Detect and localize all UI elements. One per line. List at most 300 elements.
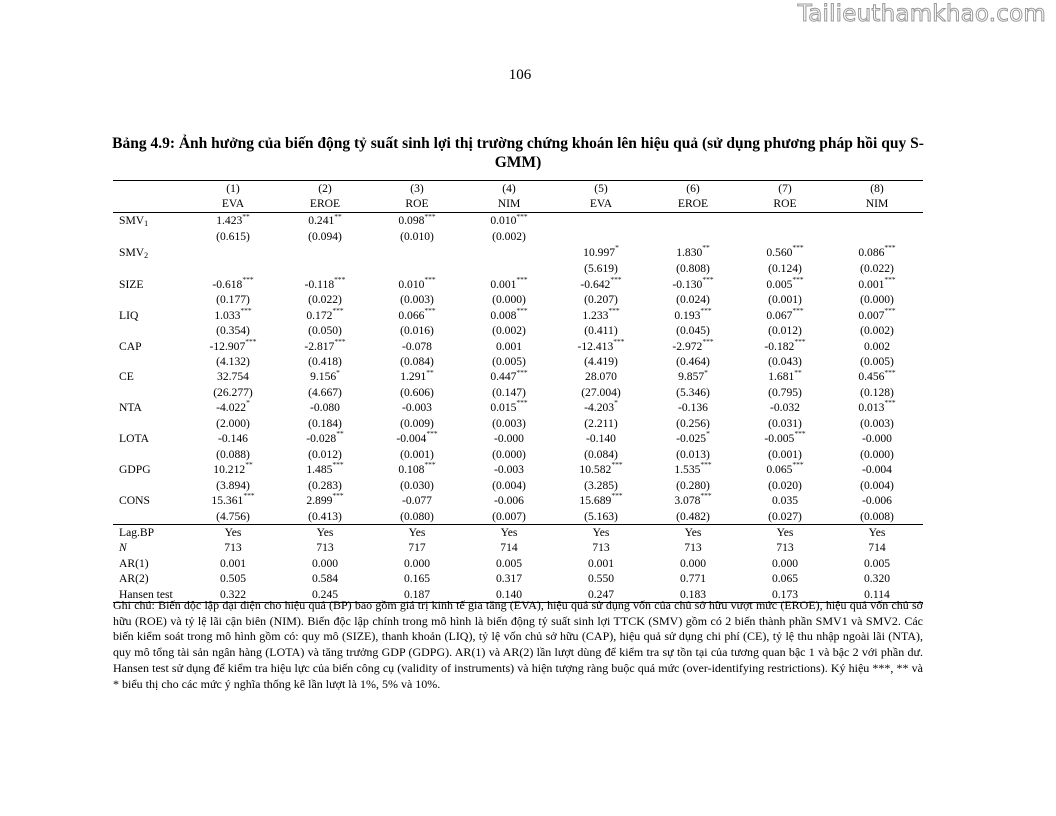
stat-cell-text: Yes <box>500 525 518 539</box>
column-number-text: (5) <box>594 182 608 195</box>
coef-cell-text: 0.001 <box>858 277 885 291</box>
column-number <box>371 181 463 197</box>
coef-cell-text: -0.136 <box>678 401 708 415</box>
se-cell-text: (4.419) <box>584 354 618 368</box>
se-cell <box>279 292 371 307</box>
coef-cell <box>555 431 647 446</box>
table-row-coef <box>113 493 923 508</box>
stat-cell-text: Yes <box>224 525 242 539</box>
stat-cell-text: 0.322 <box>219 587 247 601</box>
se-cell <box>279 447 371 462</box>
se-cell <box>647 261 739 276</box>
coef-cell-text: -0.618 <box>212 277 243 291</box>
variable-label-text: LOTA <box>119 432 149 446</box>
se-cell-text: (0.024) <box>676 293 710 307</box>
coef-cell <box>555 305 647 323</box>
coef-cell-text: 1.535 <box>674 463 701 477</box>
se-cell-text: (0.004) <box>492 478 526 492</box>
coef-cell-text: -0.000 <box>862 432 892 446</box>
stat-cell <box>647 524 739 540</box>
se-cell <box>831 229 923 244</box>
se-cell-text: (4.132) <box>216 354 250 368</box>
coef-cell <box>831 274 923 292</box>
coef-cell <box>831 462 923 477</box>
significance-stars: *** <box>424 460 436 470</box>
significance-stars: *** <box>884 305 896 315</box>
coef-cell-text: -0.182 <box>764 339 795 353</box>
se-cell-text: (0.000) <box>860 447 894 461</box>
se-cell-text: (4.667) <box>308 385 342 399</box>
se-cell-text: (0.027) <box>768 509 802 523</box>
column-number-text: (1) <box>226 182 240 195</box>
column-number-text: (8) <box>870 182 884 195</box>
significance-stars: *** <box>610 274 622 284</box>
coef-cell-text: 9.857 <box>678 370 705 384</box>
se-cell <box>187 447 279 462</box>
variable-label-text: NTA <box>119 401 142 415</box>
coef-cell-text: 15.689 <box>579 494 612 508</box>
se-cell-text: (0.147) <box>492 385 526 399</box>
coef-cell <box>463 431 555 446</box>
se-cell <box>371 229 463 244</box>
se-cell <box>187 416 279 431</box>
se-cell-text: (0.354) <box>216 324 250 338</box>
column-name-text: ROE <box>405 197 429 211</box>
variable-label <box>113 339 187 354</box>
se-cell <box>555 354 647 369</box>
coef-cell-text: -0.003 <box>402 401 432 415</box>
se-cell <box>463 385 555 400</box>
se-cell <box>187 261 279 276</box>
table-row-coef <box>113 245 923 261</box>
coef-cell <box>279 305 371 323</box>
se-cell <box>279 478 371 493</box>
se-cell <box>831 261 923 276</box>
se-cell <box>371 323 463 338</box>
coef-cell <box>371 274 463 292</box>
se-cell-text: (0.022) <box>308 293 342 307</box>
coef-cell <box>279 212 371 229</box>
table-row-se <box>113 478 923 493</box>
coef-cell-text: 1.233 <box>582 308 609 322</box>
coef-cell-text: 0.193 <box>674 308 701 322</box>
coef-cell <box>831 493 923 508</box>
se-cell-text: (0.084) <box>400 354 434 368</box>
header-row-numbers <box>113 181 923 197</box>
se-cell <box>279 509 371 525</box>
se-cell-text: (0.007) <box>492 509 526 523</box>
se-cell-text: (0.128) <box>860 385 894 399</box>
se-cell-text: (0.016) <box>400 324 434 338</box>
coef-cell <box>187 305 279 323</box>
stat-cell-text: 0.550 <box>587 572 615 586</box>
coef-cell <box>739 305 831 323</box>
coef-cell-text: 0.241 <box>308 214 335 228</box>
se-cell-text: (26.277) <box>213 385 253 399</box>
significance-stars: *** <box>611 460 623 470</box>
coef-cell <box>187 274 279 292</box>
stat-cell-text: 713 <box>224 541 242 555</box>
coef-cell-text: 0.065 <box>766 463 793 477</box>
header-corner <box>113 196 187 212</box>
coef-cell <box>831 339 923 354</box>
coef-cell <box>831 400 923 415</box>
se-cell <box>555 385 647 400</box>
variable-label <box>113 431 187 446</box>
coef-cell <box>279 400 371 415</box>
se-cell <box>739 478 831 493</box>
variable-label <box>113 308 187 323</box>
coef-cell <box>187 212 279 229</box>
coef-cell <box>831 245 923 261</box>
se-cell-text: (0.084) <box>584 447 618 461</box>
se-cell <box>555 323 647 338</box>
coef-cell-text: 10.997 <box>583 246 616 260</box>
coef-cell-text: 0.067 <box>766 308 793 322</box>
significance-stars: *** <box>702 274 714 284</box>
coef-cell <box>647 462 739 477</box>
se-cell <box>279 229 371 244</box>
coef-cell-text: -0.077 <box>402 494 432 508</box>
stat-cell <box>279 571 371 586</box>
coef-cell-text: 0.007 <box>858 308 885 322</box>
se-cell <box>739 385 831 400</box>
se-cell-text: (0.008) <box>860 509 894 523</box>
significance-stars: ** <box>245 460 253 470</box>
column-number <box>831 181 923 197</box>
se-cell <box>831 323 923 338</box>
stat-cell <box>831 524 923 540</box>
coef-cell <box>463 400 555 415</box>
stat-cell <box>279 556 371 571</box>
stat-cell-text: Yes <box>776 525 794 539</box>
se-cell-text: (0.080) <box>400 509 434 523</box>
coef-cell <box>463 212 555 229</box>
se-label <box>113 229 187 244</box>
se-cell-text: (0.418) <box>308 354 342 368</box>
se-cell <box>463 292 555 307</box>
coef-cell-text: 0.013 <box>858 401 885 415</box>
stat-cell-text: 0.165 <box>403 572 431 586</box>
variable-label-text: SIZE <box>119 277 144 291</box>
se-label <box>113 261 187 276</box>
se-cell <box>371 261 463 276</box>
coef-cell-text: -0.118 <box>304 277 335 291</box>
se-cell <box>555 229 647 244</box>
stat-cell-text: 0.771 <box>679 572 707 586</box>
stat-row <box>113 540 923 555</box>
se-cell <box>739 229 831 244</box>
significance-stars: *** <box>334 274 346 284</box>
se-cell-text: (0.464) <box>676 354 710 368</box>
stat-label <box>113 524 187 540</box>
coef-cell-text: 1.291 <box>400 370 427 384</box>
se-cell <box>647 447 739 462</box>
significance-stars: *** <box>608 305 620 315</box>
coef-cell-text: 1.485 <box>306 463 333 477</box>
column-number-text: (6) <box>686 182 700 195</box>
coef-cell-text: -0.642 <box>580 277 611 291</box>
significance-stars: *** <box>792 460 804 470</box>
stat-cell <box>187 571 279 586</box>
table-row-se <box>113 509 923 525</box>
significance-stars: *** <box>794 336 806 346</box>
coef-cell <box>831 431 923 446</box>
stat-cell-text: 0.245 <box>311 587 339 601</box>
coef-cell <box>831 369 923 384</box>
variable-subscript: 1 <box>144 218 149 228</box>
se-cell <box>371 292 463 307</box>
coef-cell-text: 0.456 <box>858 370 885 384</box>
se-cell <box>187 323 279 338</box>
stat-label <box>113 556 187 571</box>
coef-cell-text: -0.005 <box>764 432 795 446</box>
se-cell <box>371 509 463 525</box>
coef-cell-text: 0.008 <box>490 308 517 322</box>
stat-cell-text: Yes <box>592 525 610 539</box>
se-cell <box>555 292 647 307</box>
coef-cell <box>371 400 463 415</box>
coef-cell <box>371 462 463 477</box>
significance-stars: *** <box>611 491 623 501</box>
se-cell-text: (2.000) <box>216 416 250 430</box>
variable-label-text: CAP <box>119 339 142 353</box>
se-cell <box>463 354 555 369</box>
column-name-text: EROE <box>309 197 341 211</box>
se-cell-text: (0.001) <box>768 293 802 307</box>
se-cell-text: (0.000) <box>860 293 894 307</box>
se-label <box>113 292 187 307</box>
coef-cell <box>831 305 923 323</box>
se-cell-text: (0.615) <box>216 230 250 244</box>
table-caption: Bảng 4.9: Ảnh hưởng của biến động tỷ suất sinh lợi thị trường chứng khoán lên hiệu quả (sử dụng phương pháp hồi quy S-GMM) <box>112 135 924 171</box>
se-cell <box>831 385 923 400</box>
coef-cell <box>463 462 555 477</box>
coef-cell <box>187 431 279 446</box>
se-cell-text: (0.177) <box>216 293 250 307</box>
stat-cell-text: 0.065 <box>771 572 799 586</box>
variable-label <box>113 400 187 415</box>
se-cell-text: (0.003) <box>492 416 526 430</box>
se-cell <box>279 261 371 276</box>
coef-cell <box>739 245 831 261</box>
coef-cell-text: 0.172 <box>306 308 333 322</box>
stat-label-text: AR(1) <box>119 556 149 570</box>
coef-cell <box>555 400 647 415</box>
coef-cell <box>371 369 463 384</box>
coef-cell-text: -0.028 <box>306 432 337 446</box>
significance-stars: * <box>614 398 618 408</box>
table-row-coef <box>113 400 923 415</box>
coef-cell <box>555 274 647 292</box>
stat-cell-text: 717 <box>408 541 426 555</box>
coef-cell <box>187 336 279 354</box>
coef-cell-text: 1.423 <box>216 214 243 228</box>
stat-cell <box>187 556 279 571</box>
stat-cell <box>739 524 831 540</box>
column-number-text: (2) <box>318 182 332 195</box>
significance-stars: *** <box>792 243 804 253</box>
se-cell-text: (0.050) <box>308 324 342 338</box>
column-number <box>555 181 647 197</box>
significance-stars: *** <box>884 274 896 284</box>
se-cell <box>463 478 555 493</box>
coef-cell-text: 0.010 <box>490 214 517 228</box>
se-cell <box>279 385 371 400</box>
coef-cell <box>739 369 831 384</box>
stat-cell <box>187 540 279 555</box>
column-name <box>187 196 279 212</box>
stat-cell <box>463 571 555 586</box>
se-cell-text: (0.002) <box>492 324 526 338</box>
se-cell-text: (5.619) <box>584 262 618 276</box>
se-cell <box>739 323 831 338</box>
significance-stars: *** <box>245 336 257 346</box>
significance-stars: *** <box>792 305 804 315</box>
se-cell <box>647 478 739 493</box>
se-cell <box>279 416 371 431</box>
se-cell <box>187 229 279 244</box>
column-number <box>647 181 739 197</box>
significance-stars: * <box>615 243 619 253</box>
se-cell-text: (0.003) <box>400 293 434 307</box>
column-number <box>739 181 831 197</box>
se-cell-text: (0.094) <box>308 230 342 244</box>
coef-cell-text: 0.066 <box>398 308 425 322</box>
stat-cell <box>187 524 279 540</box>
stat-label-text: N <box>119 541 127 555</box>
se-label <box>113 416 187 431</box>
stat-cell <box>279 540 371 555</box>
se-cell <box>555 416 647 431</box>
se-cell <box>371 478 463 493</box>
coef-cell <box>647 493 739 508</box>
variable-label <box>113 212 187 229</box>
significance-stars: ** <box>702 243 710 253</box>
se-cell-text: (0.005) <box>860 354 894 368</box>
coef-cell <box>279 336 371 354</box>
variable-label-text: LIQ <box>119 308 139 322</box>
se-cell <box>187 292 279 307</box>
stat-row <box>113 556 923 571</box>
coef-cell-text: 10.212 <box>213 463 246 477</box>
variable-label <box>113 493 187 508</box>
table-row-coef <box>113 431 923 446</box>
coef-cell-text: -2.972 <box>672 339 703 353</box>
significance-stars: *** <box>424 211 436 221</box>
column-name <box>463 196 555 212</box>
significance-stars: ** <box>334 211 342 221</box>
coef-cell <box>647 305 739 323</box>
stat-cell-text: 0.001 <box>587 556 615 570</box>
coef-cell-text: -0.000 <box>494 432 524 446</box>
coef-cell-text: -0.080 <box>310 401 340 415</box>
stat-cell-text: Yes <box>868 525 886 539</box>
coef-cell-text: -0.078 <box>402 339 432 353</box>
stat-cell <box>647 556 739 571</box>
column-name <box>831 196 923 212</box>
coef-cell <box>463 339 555 354</box>
significance-stars: ** <box>336 429 344 439</box>
stat-cell <box>555 524 647 540</box>
significance-stars: * <box>704 367 708 377</box>
stat-cell <box>739 571 831 586</box>
se-label <box>113 354 187 369</box>
coef-cell <box>463 369 555 384</box>
coef-cell-text: -0.025 <box>676 432 707 446</box>
significance-stars: ** <box>794 367 802 377</box>
coef-cell <box>279 493 371 508</box>
coef-cell <box>279 462 371 477</box>
se-cell <box>647 385 739 400</box>
variable-subscript: 2 <box>144 250 149 260</box>
se-cell <box>739 416 831 431</box>
se-cell-text: (27.004) <box>581 385 621 399</box>
table-row-coef <box>113 277 923 292</box>
stat-cell <box>371 524 463 540</box>
coef-cell <box>555 245 647 261</box>
coef-cell <box>555 212 647 229</box>
se-cell <box>831 292 923 307</box>
coef-cell <box>187 462 279 477</box>
se-cell-text: (0.283) <box>308 478 342 492</box>
se-cell-text: (0.022) <box>860 262 894 276</box>
se-cell-text: (0.045) <box>676 324 710 338</box>
se-cell-text: (0.795) <box>768 385 802 399</box>
se-cell-text: (0.004) <box>860 478 894 492</box>
coef-cell <box>739 462 831 477</box>
coef-cell <box>739 336 831 354</box>
significance-stars: *** <box>884 243 896 253</box>
variable-label-text: GDPG <box>119 463 151 477</box>
coef-cell-text: 3.078 <box>674 494 701 508</box>
coef-cell <box>647 274 739 292</box>
table-row-coef <box>113 308 923 323</box>
se-cell-text: (0.413) <box>308 509 342 523</box>
stat-label-text: AR(2) <box>119 572 149 586</box>
coef-cell <box>647 431 739 446</box>
significance-stars: *** <box>613 336 625 346</box>
table-row-coef <box>113 339 923 354</box>
coef-cell <box>647 400 739 415</box>
table-row-coef <box>113 212 923 229</box>
se-cell <box>463 447 555 462</box>
coef-cell-text: -0.140 <box>586 432 616 446</box>
se-cell <box>831 416 923 431</box>
se-label <box>113 323 187 338</box>
se-cell-text: (0.184) <box>308 416 342 430</box>
coef-cell-text: 1.033 <box>214 308 241 322</box>
se-cell <box>831 447 923 462</box>
coef-cell <box>555 493 647 508</box>
significance-stars: *** <box>332 305 344 315</box>
header-corner <box>113 181 187 197</box>
stat-cell-text: 713 <box>592 541 610 555</box>
variable-label-text: SMV <box>119 245 145 259</box>
significance-stars: *** <box>240 305 252 315</box>
se-cell-text: (0.013) <box>676 447 710 461</box>
significance-stars: *** <box>884 367 896 377</box>
stat-cell <box>647 571 739 586</box>
coef-cell <box>647 212 739 229</box>
column-name-text: EVA <box>589 197 613 211</box>
column-name <box>371 196 463 212</box>
coef-cell <box>463 274 555 292</box>
coef-cell <box>555 336 647 354</box>
se-cell-text: (0.482) <box>676 509 710 523</box>
coef-cell <box>739 493 831 508</box>
se-cell <box>279 354 371 369</box>
